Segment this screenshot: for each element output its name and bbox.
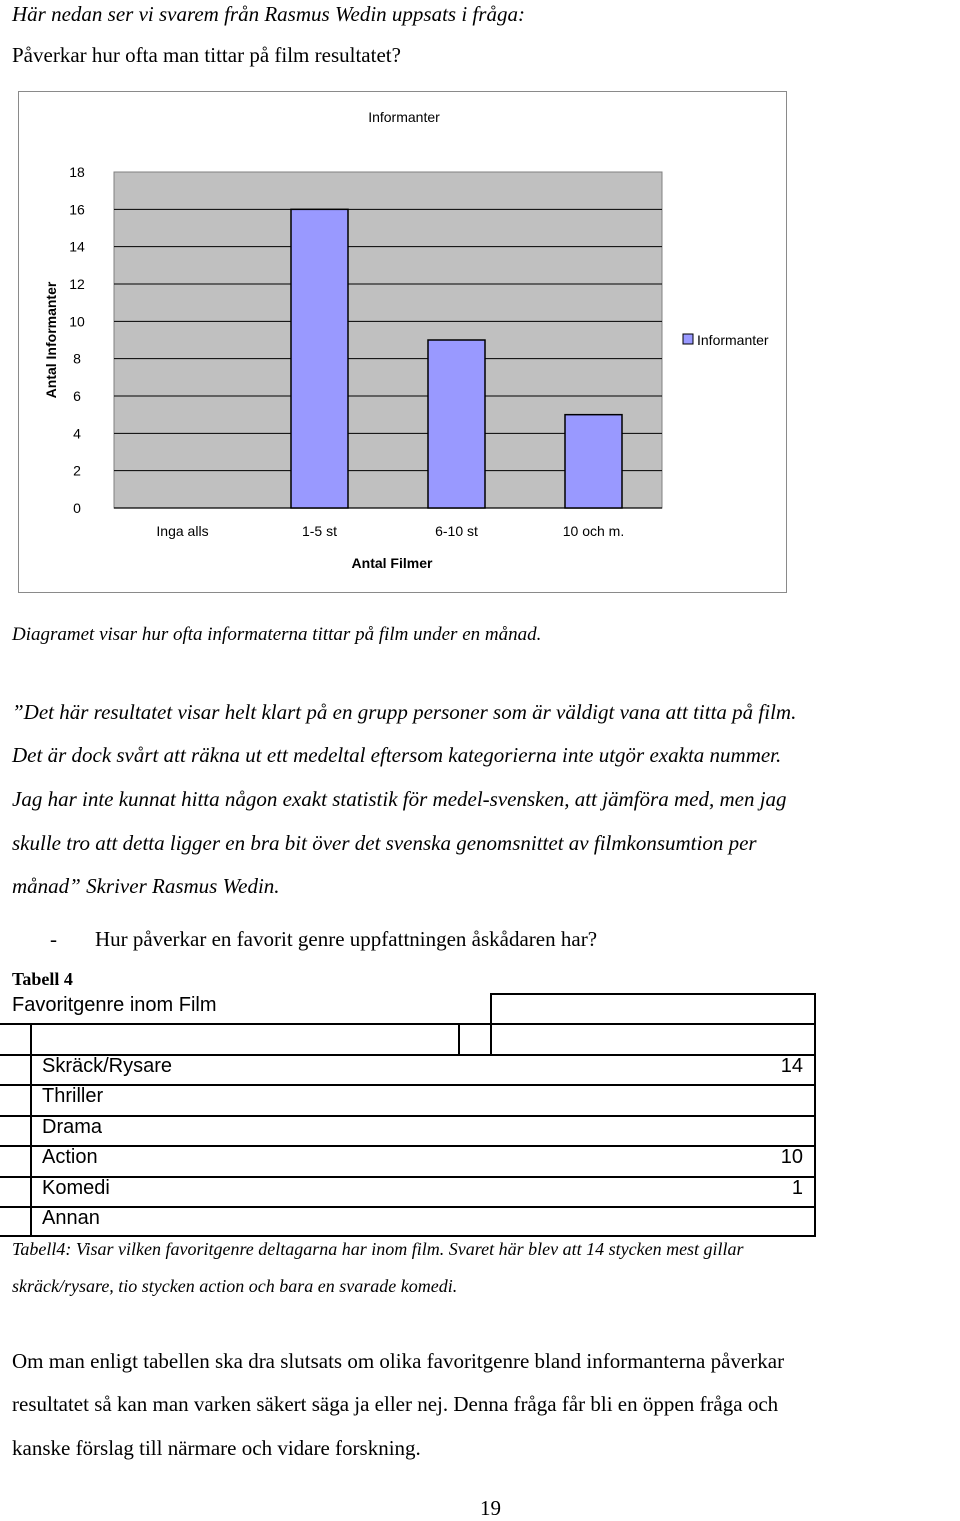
table-label: Tabell 4 [12, 969, 73, 989]
table-row-genre: Drama [42, 1116, 103, 1138]
page-number: 19 [480, 1496, 501, 1520]
y-tick-label: 8 [73, 350, 81, 367]
y-axis-title: Antal Informanter [43, 281, 59, 399]
table-row-value: 14 [780, 1055, 803, 1077]
conclusion-line-1: Om man enligt tabellen ska dra slutsats om olika favoritgenre bland informanterna påverkar [12, 1349, 785, 1373]
quote-line-2: Det är dock svårt att räkna ut ett medeltal eftersom kategorierna inte utgör exakta nummer. [12, 743, 782, 767]
bar [291, 209, 348, 508]
y-tick-label: 0 [73, 500, 81, 516]
intro-question: Påverkar hur ofta man tittar på film resultatet? [12, 43, 401, 67]
table-row-genre: Skräck/Rysare [42, 1055, 173, 1077]
table-row-genre: Komedi [42, 1177, 110, 1199]
x-tick-label: 10 och m. [562, 523, 625, 539]
table-row-genre: Action [42, 1146, 98, 1168]
quote-line-3: Jag har inte kunnat hitta någon exakt statistik för medel-svensken, att jämföra med, men jag [12, 787, 787, 811]
x-axis-title: Antal Filmer [351, 555, 433, 571]
bar [565, 415, 622, 508]
y-tick-label: 4 [73, 425, 81, 442]
chart-caption: Diagramet visar hur ofta informaterna tittar på film under en månad. [12, 624, 542, 645]
table-caption-line-2: skräck/rysare, tio stycken action och bara en svarade komedi. [12, 1276, 458, 1296]
y-tick-label: 2 [73, 462, 81, 479]
y-tick-label: 12 [69, 276, 85, 292]
bullet-question: Hur påverkar en favorit genre uppfattningen åskådaren har? [95, 927, 598, 951]
quote-line-1: ”Det här resultatet visar helt klart på en grupp personer som är väldigt vana att titta på film. [12, 700, 797, 724]
table-title: Favoritgenre inom Film [12, 994, 217, 1016]
table-row-genre: Thriller [42, 1085, 104, 1107]
bar [428, 340, 485, 508]
conclusion-line-2: resultatet så kan man varken säkert säga ja eller nej. Denna fråga får bli en öppen fråga och [12, 1392, 779, 1416]
x-tick-label: 1-5 st [301, 523, 338, 539]
bullet-dash: - [50, 927, 57, 951]
table-row-genre: Annan [42, 1207, 100, 1229]
y-tick-label: 18 [69, 164, 85, 180]
quote-line-4: skulle tro att detta ligger en bra bit över det svenska genomsnittet av filmkonsumtion per [12, 831, 757, 855]
bar-chart [18, 91, 787, 593]
table-caption-line-1: Tabell4: Visar vilken favoritgenre deltagarna har inom film. Svaret här blev att 14 stycken mest gillar [12, 1239, 744, 1259]
table-row-value: 1 [791, 1177, 803, 1199]
quote-line-5: månad” Skriver Rasmus Wedin. [12, 874, 280, 898]
y-tick-label: 14 [69, 238, 85, 255]
legend-swatch [683, 334, 693, 344]
table-row-value: 10 [780, 1146, 803, 1168]
conclusion-line-3: kanske förslag till närmare och vidare forskning. [12, 1436, 421, 1460]
x-tick-label: 6-10 st [435, 523, 478, 539]
y-tick-label: 10 [69, 313, 85, 330]
y-tick-label: 16 [69, 201, 85, 218]
chart-title: Informanter [368, 109, 440, 125]
genre-table [0, 993, 816, 1237]
intro-line-1: Här nedan ser vi svarem från Rasmus Wedin uppsats i fråga: [12, 2, 525, 26]
x-tick-label: Inga alls [156, 523, 209, 539]
legend-label: Informanter [697, 332, 769, 348]
y-tick-label: 6 [73, 388, 81, 404]
chart-svg [19, 92, 788, 594]
